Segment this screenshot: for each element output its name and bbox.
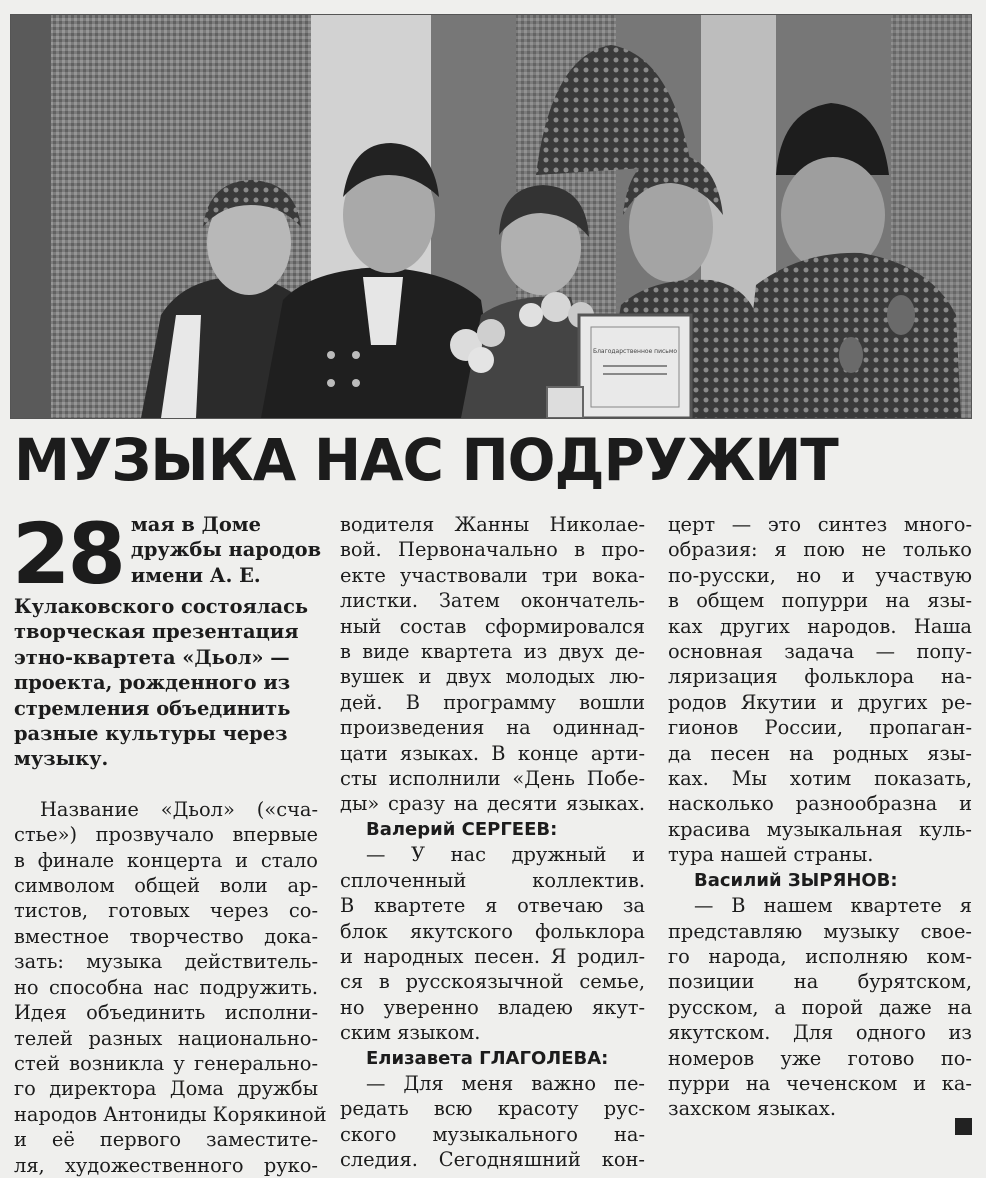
text-line: В квартете я отвечаю за xyxy=(340,894,645,918)
text-line: ды» сразу на десяти языках. xyxy=(340,792,645,816)
text-line: сты исполнили «День Побе- xyxy=(340,767,645,791)
article-column-2 xyxy=(340,512,645,1173)
lead-line: дружбы народов xyxy=(130,538,322,562)
text-line: красива музыкальная куль- xyxy=(668,817,972,841)
text-line: — У нас дружный и xyxy=(366,843,645,867)
text-line: основная задача — попу- xyxy=(668,640,972,664)
text-line: родов Якутии и других ре- xyxy=(668,690,972,714)
text-line: якутском. Для одного из xyxy=(668,1021,972,1045)
text-line: русском, а порой даже на xyxy=(668,995,972,1019)
text-line: блок якутского фольклора xyxy=(340,919,645,943)
text-line: екте участвовали три вока- xyxy=(340,563,645,587)
headline: МУЗЫКА НАС ПОДРУЖИТ xyxy=(14,426,838,494)
text-line: ся в русскоязычной семье, xyxy=(340,970,645,994)
text-line: ках. Мы хотим показать, xyxy=(668,767,972,791)
text-line: и народных песен. Я родил- xyxy=(340,944,645,968)
text-line: народов Антониды Корякиной xyxy=(14,1102,327,1126)
text-line: редать всю красоту рус- xyxy=(340,1097,645,1121)
text-line: по-русски, но и участвую xyxy=(668,563,972,587)
text-line: следия. Сегодняшний кон- xyxy=(340,1148,645,1172)
text-line: в финале концерта и стало xyxy=(14,848,318,872)
text-line: номеров уже готово по- xyxy=(668,1046,972,1070)
body-paragraph xyxy=(14,797,327,1178)
certificate-text: Благодарственное письмо xyxy=(592,348,678,355)
text-line: представляю музыку свое- xyxy=(668,919,972,943)
dropcap: 28 xyxy=(12,505,123,603)
text-line: церт — это синтез много- xyxy=(668,513,972,536)
text-line: насколько разнообразна и xyxy=(668,792,972,816)
text-line: водителя Жанны Николае- xyxy=(340,513,645,536)
lead-line: творческая презентация xyxy=(14,620,299,644)
lead-line: стремления объединить xyxy=(14,696,291,720)
article-column-3 xyxy=(668,512,972,1122)
speaker-name: Василий ЗЫРЯНОВ: xyxy=(694,869,898,891)
text-line: Идея объединить исполни- xyxy=(14,1001,318,1025)
text-line: листки. Затем окончатель- xyxy=(340,589,645,613)
text-line: телей разных национально- xyxy=(14,1026,318,1050)
lead-line: имени А. Е. xyxy=(130,563,261,587)
text-line: го народа, исполняю ком- xyxy=(668,944,972,968)
text-line: стей возникла у генерально- xyxy=(14,1051,318,1075)
text-line: в виде квартета из двух де- xyxy=(340,640,645,664)
text-line: символом общей воли ар- xyxy=(14,874,318,898)
lead-line: разные культуры через xyxy=(14,722,288,746)
text-line: вой. Первоначально в про- xyxy=(340,538,645,562)
text-line: произведения на одиннад- xyxy=(340,716,645,740)
text-line: дей. В программу вошли xyxy=(340,690,645,714)
article-column-1 xyxy=(12,505,327,1178)
text-line: захском языках. xyxy=(668,1097,836,1121)
lead-line: мая в Доме xyxy=(130,513,261,536)
text-line: да песен на родных язы- xyxy=(668,741,972,765)
text-line: тистов, готовых через со- xyxy=(14,899,318,923)
text-line: Название «Дьол» («сча- xyxy=(40,797,318,821)
text-line: ный состав сформировался xyxy=(340,614,645,638)
text-line: го директора Дома дружбы xyxy=(14,1077,318,1101)
text-line: ля, художественного руко- xyxy=(14,1153,318,1177)
text-line: в общем попурри на язы- xyxy=(668,589,972,613)
lead-line: этно-квартета «Дьол» — xyxy=(14,645,290,669)
text-line: зать: музыка действитель- xyxy=(14,950,318,974)
end-of-article-mark xyxy=(955,1118,972,1135)
text-line: ским языком. xyxy=(340,1021,481,1045)
article-photo xyxy=(10,14,972,419)
speaker-name: Валерий СЕРГЕЕВ: xyxy=(366,818,558,840)
text-line: вушек и двух молодых лю- xyxy=(340,665,645,689)
group-photo-illustration xyxy=(11,15,971,418)
text-line: сплоченный коллектив. xyxy=(340,868,645,892)
lead-line: музыку. xyxy=(14,747,109,771)
text-line: позиции на бурятском, xyxy=(668,970,972,994)
text-line: образия: я пою не только xyxy=(668,538,972,562)
lead-paragraph xyxy=(12,505,322,772)
text-line: гионов России, пропаган- xyxy=(668,716,972,740)
lead-line: Кулаковского состоялась xyxy=(14,595,309,618)
text-line: — Для меня важно пе- xyxy=(366,1071,645,1095)
text-line: пурри на чеченском и ка- xyxy=(668,1071,972,1095)
text-line: — В нашем квартете я xyxy=(694,894,972,918)
text-line: но уверенно владею якут- xyxy=(340,995,645,1019)
lead-line: проекта, рожденного из xyxy=(14,671,291,695)
text-line: и её первого заместите- xyxy=(14,1128,318,1152)
speaker-name: Елизавета ГЛАГОЛЕВА: xyxy=(366,1047,609,1069)
text-line: тура нашей страны. xyxy=(668,843,874,867)
text-line: вместное творчество дока- xyxy=(14,924,318,948)
text-line: стье») прозвучало впервые xyxy=(14,823,318,847)
text-line: но способна нас подружить. xyxy=(14,975,318,999)
text-line: ляризация фольклора на- xyxy=(668,665,972,689)
text-line: ках других народов. Наша xyxy=(668,614,972,638)
text-line: ского музыкального на- xyxy=(340,1122,645,1146)
text-line: цати языках. В конце арти- xyxy=(340,741,645,765)
